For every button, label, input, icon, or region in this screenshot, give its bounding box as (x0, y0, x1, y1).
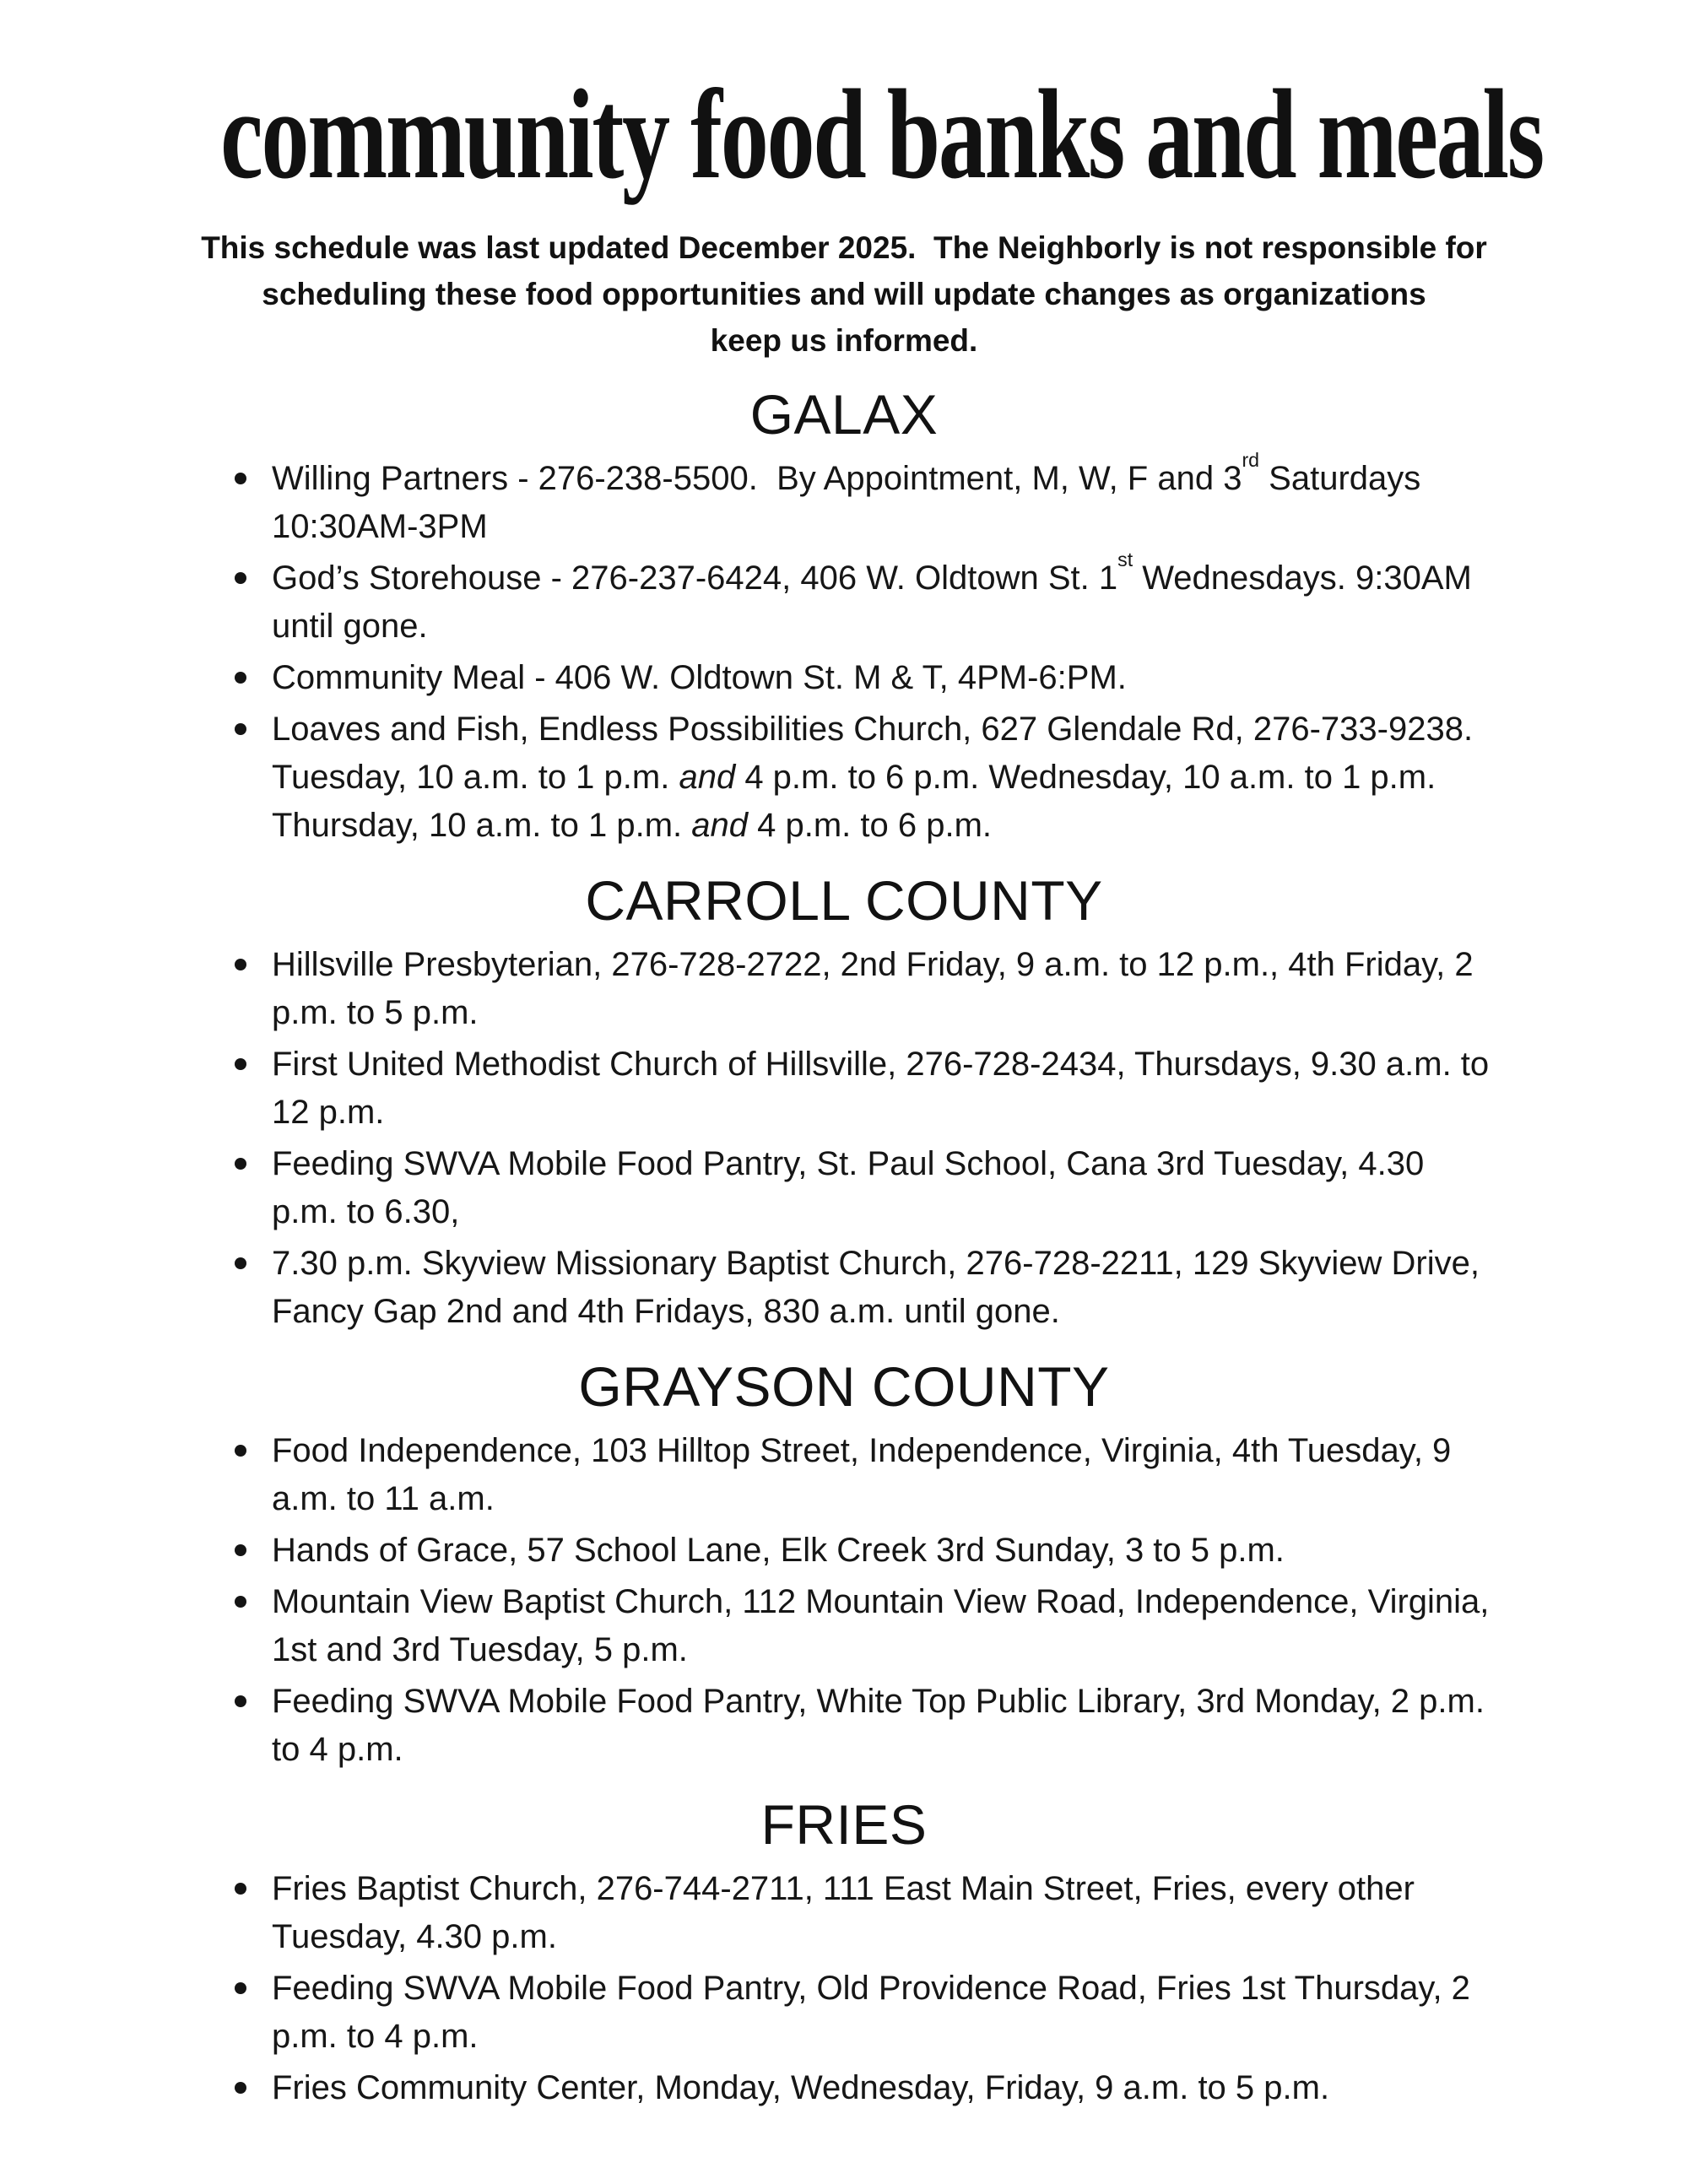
list-item-text (272, 1432, 1460, 1517)
text-segment: 7.30 p.m. Skyview Missionary Baptist Church, 276-728-2211, 129 Skyview Drive, Fancy Gap 2nd and 4th Fridays, 830 a.m. until gone. (272, 1244, 1490, 1330)
bullet-icon (235, 1883, 246, 1895)
disclaimer-line-3: keep us informed. (710, 322, 978, 358)
emphasis-text: and (679, 758, 736, 796)
section-heading: GALAX (749, 382, 939, 446)
bullet-icon (235, 572, 246, 584)
bullet-icon (235, 1257, 246, 1269)
list-item-text (272, 1046, 1498, 1131)
list-item-text (272, 946, 1483, 1031)
list-item-text (272, 1583, 1499, 1668)
text-segment: Feeding SWVA Mobile Food Pantry, Old Providence Road, Fries 1st Thursday, 2 p.m. to 4 p.m. (272, 1969, 1480, 2055)
list-item-text (272, 1970, 1480, 2055)
page-title (0, 63, 1688, 205)
list-item (272, 448, 1496, 551)
text-segment: Hillsville Presbyterian, 276-728-2722, 2nd Friday, 9 a.m. to 12 p.m., 4th Friday, 2 p.m. to 5 p.m. (272, 945, 1483, 1031)
list-item-text (272, 548, 1481, 645)
list-item (272, 1865, 1496, 1961)
text-segment: God’s Storehouse - 276-237-6424, 406 W. Oldtown St. 1 (272, 559, 1118, 597)
disclaimer-line-2: scheduling these food opportunities and will update changes as organizations (262, 276, 1426, 311)
bullet-icon (235, 959, 246, 970)
section-heading: CARROLL COUNTY (585, 868, 1103, 932)
text-segment: Community Meal - 406 W. Oldtown St. M & T, 4PM-6:PM. (272, 658, 1127, 696)
section-list (0, 448, 1688, 850)
disclaimer-line-1: This schedule was last updated December 2025. The Neighborly is not responsible for (201, 230, 1487, 265)
emphasis-text: and (691, 806, 748, 844)
list-item-text (272, 448, 1431, 545)
section-list (0, 941, 1688, 1336)
text-segment: 4 p.m. to 6 p.m. Wednesday, 10 a.m. to 1 p.m. Thursday, 10 a.m. to 1 p.m. (272, 758, 1445, 844)
text-segment: Food Independence, 103 Hilltop Street, Independence, Virginia, 4th Tuesday, 9 a.m. to 11 a.m. (272, 1431, 1461, 1517)
text-segment: Loaves and Fish, Endless Possibilities Church, 627 Glendale Rd, 276-733-9238. Tuesday, 10 a.m. to 1 p.m. (272, 710, 1482, 796)
disclaimer-paragraph (0, 224, 1688, 364)
text-segment: Feeding SWVA Mobile Food Pantry, White Top Public Library, 3rd Monday, 2 p.m. to 4 p.m. (272, 1682, 1495, 1768)
list-item-text (272, 659, 1127, 696)
page-title-text: community food banks and meals (220, 63, 1543, 205)
list-item-text (272, 1870, 1423, 1955)
text-segment: Saturdays 10:30AM-3PM (272, 459, 1431, 545)
list-item-text (272, 2069, 1329, 2106)
list-item (272, 1427, 1496, 1523)
section-heading: GRAYSON COUNTY (578, 1354, 1110, 1418)
bullet-icon (235, 672, 246, 684)
sections (0, 384, 1688, 2112)
list-item-text (272, 711, 1481, 844)
list-item-text (272, 1683, 1494, 1768)
section-heading: FRIES (760, 1792, 928, 1856)
list-item (272, 654, 1496, 702)
section-list (0, 1427, 1688, 1774)
bullet-icon (235, 473, 246, 484)
text-segment: Mountain View Baptist Church, 112 Mountain View Road, Independence, Virginia, 1st and 3rd Tuesday, 5 p.m. (272, 1582, 1499, 1668)
list-item (272, 1140, 1496, 1236)
ordinal-suffix: rd (1242, 448, 1260, 471)
list-item-text (272, 1245, 1489, 1330)
list-item (272, 2064, 1496, 2112)
list-item (272, 1527, 1496, 1575)
bullet-icon (235, 1695, 246, 1707)
bullet-icon (235, 1445, 246, 1457)
text-segment: Hands of Grace, 57 School Lane, Elk Creek 3rd Sunday, 3 to 5 p.m. (272, 1531, 1285, 1569)
bullet-icon (235, 1058, 246, 1070)
list-item (272, 1041, 1499, 1137)
section-list (0, 1865, 1688, 2112)
bullet-icon (235, 1544, 246, 1556)
bullet-icon (235, 723, 246, 735)
list-item (272, 1965, 1496, 2061)
text-segment: 4 p.m. to 6 p.m. (748, 806, 993, 844)
list-item-text (272, 1145, 1433, 1230)
ordinal-suffix: st (1117, 548, 1133, 570)
list-item-text (272, 1532, 1285, 1569)
list-item (272, 941, 1496, 1037)
bullet-icon (235, 1982, 246, 1994)
list-item (272, 548, 1496, 651)
text-segment: Fries Baptist Church, 276-744-2711, 111 East Main Street, Fries, every other Tuesday, 4.30 p.m. (272, 1869, 1424, 1955)
bullet-icon (235, 2082, 246, 2094)
list-item (272, 705, 1496, 850)
text-segment: Willing Partners - 276-238-5500. By Appointment, M, W, F and 3 (272, 459, 1242, 497)
list-item (272, 1240, 1496, 1336)
text-segment: Wednesdays. 9:30AM until gone. (272, 559, 1481, 645)
text-segment: Fries Community Center, Monday, Wednesday, Friday, 9 a.m. to 5 p.m. (272, 2068, 1330, 2106)
list-item (272, 1578, 1499, 1674)
bullet-icon (235, 1158, 246, 1170)
list-item (272, 1678, 1496, 1774)
bullet-icon (235, 1596, 246, 1608)
text-segment: First United Methodist Church of Hillsville, 276-728-2434, Thursdays, 9.30 a.m. to 12 p.m. (272, 1045, 1499, 1131)
text-segment: Feeding SWVA Mobile Food Pantry, St. Paul School, Cana 3rd Tuesday, 4.30 p.m. to 6.30, (272, 1144, 1434, 1230)
